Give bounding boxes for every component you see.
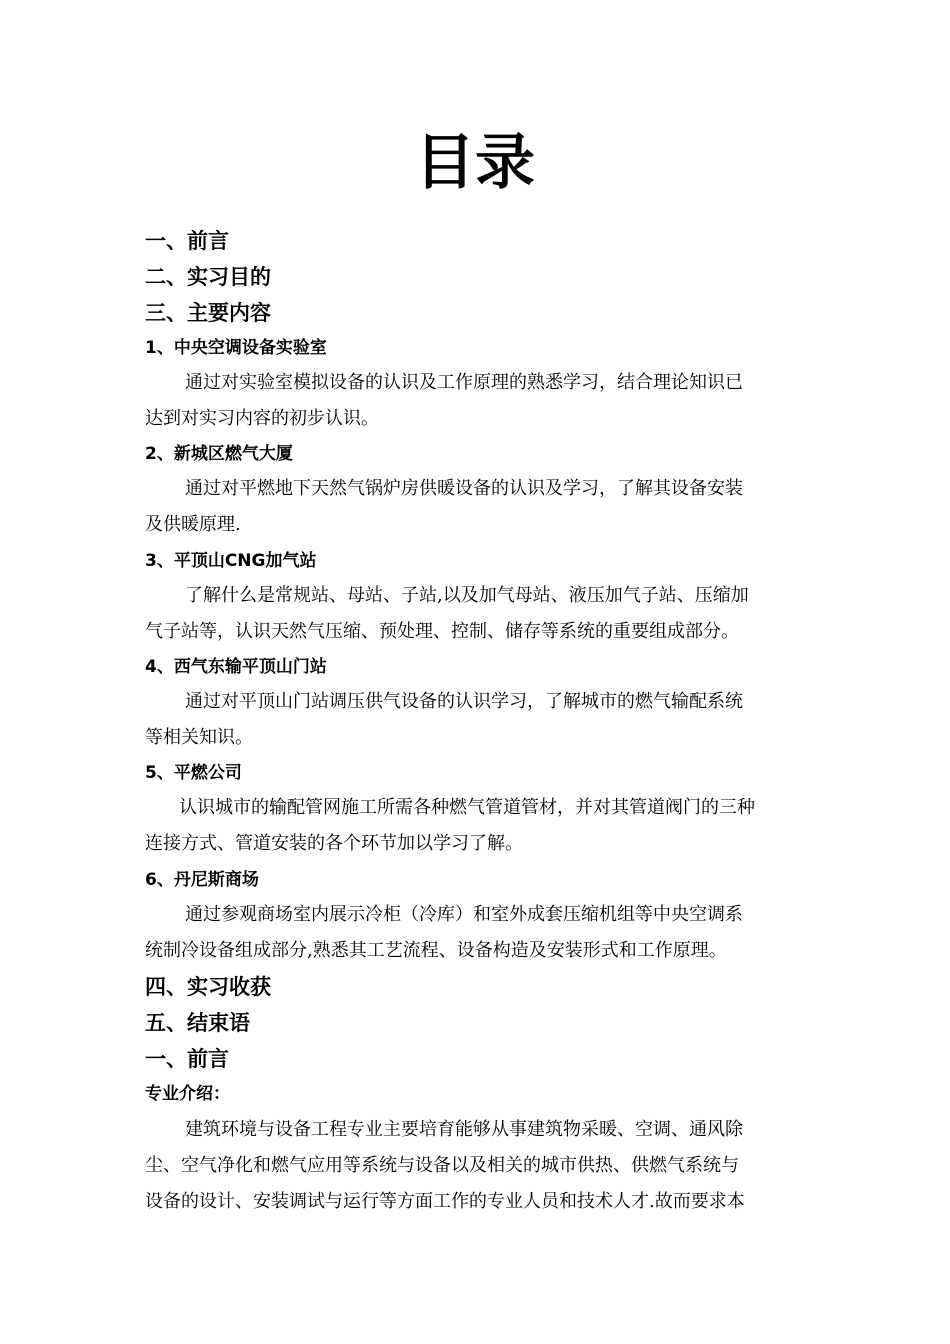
body-section-heading: 一、前言 xyxy=(145,1047,229,1071)
toc-section-harvest: 四、实习收获 xyxy=(145,975,271,999)
toc-item-description xyxy=(145,365,810,437)
text-line: 设备的设计、安装调试与运行等方面工作的专业人员和技术人才.故而要求本 xyxy=(145,1191,745,1212)
page-title: 目录 xyxy=(415,128,535,198)
text-line: 通过参观商场室内展示冷柜（冷库）和室外成套压缩机组等中央空调系 xyxy=(185,904,743,925)
text-line: 及供暖原理. xyxy=(145,514,241,535)
text-line: 尘、空气净化和燃气应用等系统与设备以及相关的城市供热、供燃气系统与 xyxy=(145,1155,739,1176)
text-line: 建筑环境与设备工程专业主要培育能够从事建筑物采暖、空调、通风除 xyxy=(185,1119,743,1140)
toc-item-description xyxy=(145,471,810,543)
text-line: 了解什么是常规站、母站、子站,以及加气母站、液压加气子站、压缩加 xyxy=(185,585,749,606)
text-line: 达到对实习内容的初步认识。 xyxy=(145,408,379,429)
toc-item-heading: 1、中央空调设备实验室 xyxy=(145,338,327,358)
toc-item-description xyxy=(145,897,810,969)
toc-item-description xyxy=(145,790,810,862)
toc-item-heading: 2、新城区燃气大厦 xyxy=(145,444,293,464)
text-line: 通过对平燃地下天然气锅炉房供暖设备的认识及学习，了解其设备安装 xyxy=(185,478,743,499)
text-line: 等相关知识。 xyxy=(145,727,253,748)
text-line: 认识城市的输配管网施工所需各种燃气管道管材，并对其管道阀门的三种 xyxy=(179,797,755,818)
toc-section-main-content: 三、主要内容 xyxy=(145,301,271,325)
text-line: 统制冷设备组成部分,熟悉其工艺流程、设备构造及安装形式和工作原理。 xyxy=(145,940,727,961)
toc-item-heading: 5、平燃公司 xyxy=(145,763,242,783)
toc-item-description xyxy=(145,578,810,650)
text-line: 通过对实验室模拟设备的认识及工作原理的熟悉学习，结合理论知识已 xyxy=(185,372,743,393)
toc-item-heading: 4、西气东输平顶山门站 xyxy=(145,657,327,677)
toc-section-conclusion: 五、结束语 xyxy=(145,1011,250,1035)
body-subheading: 专业介绍： xyxy=(145,1084,230,1104)
toc-section-preface: 一、前言 xyxy=(145,229,229,253)
toc-section-purpose: 二、实习目的 xyxy=(145,265,271,289)
text-line: 气子站等，认识天然气压缩、预处理、控制、储存等系统的重要组成部分。 xyxy=(145,621,739,642)
text-line: 连接方式、管道安装的各个环节加以学习了解。 xyxy=(145,833,523,854)
toc-item-heading: 6、丹尼斯商场 xyxy=(145,870,259,890)
toc-item-description xyxy=(145,684,810,756)
body-paragraph xyxy=(145,1112,810,1220)
toc-item-heading: 3、平顶山CNG加气站 xyxy=(145,551,317,571)
text-line: 通过对平顶山门站调压供气设备的认识学习，了解城市的燃气输配系统 xyxy=(185,691,743,712)
